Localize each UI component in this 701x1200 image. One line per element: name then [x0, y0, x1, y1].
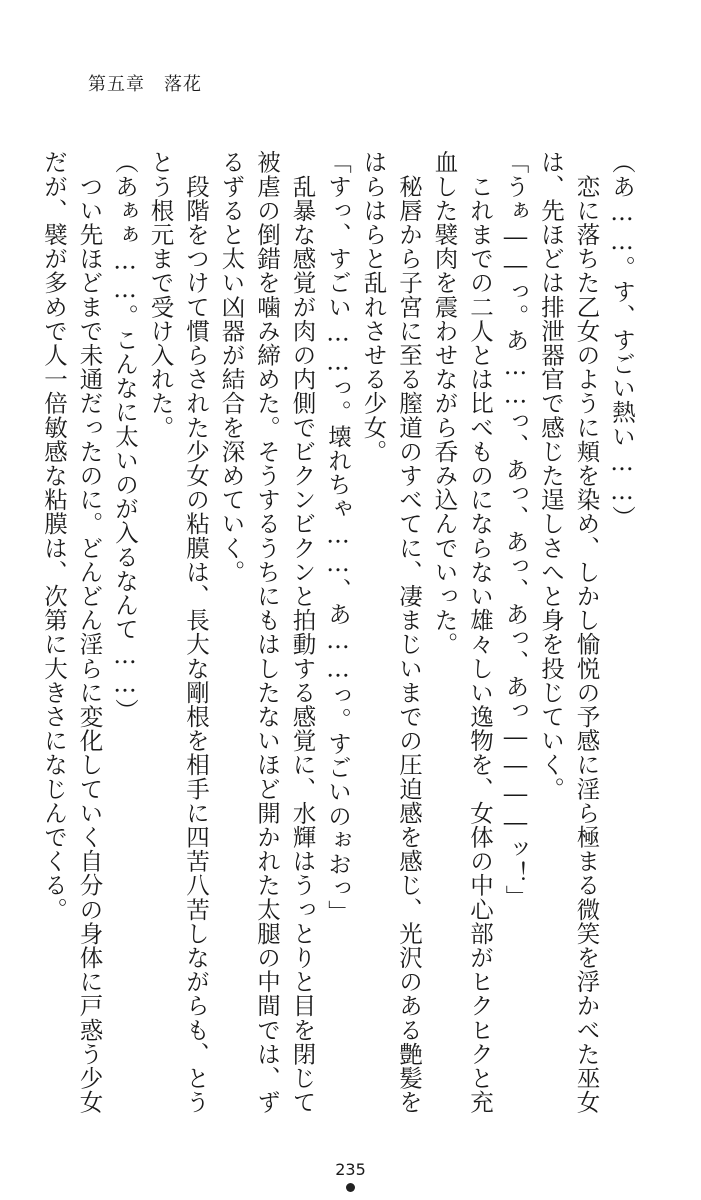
- text-line: 「うぁ――っ。あ……っ、あっ、あっ、あっ、あっ――――ッ！」: [501, 150, 530, 909]
- text-line: とう根元まで受け入れた。: [146, 150, 175, 440]
- page-ornament-dot: [346, 1183, 355, 1192]
- text-line: （あ……。す、すごい熱い……）: [608, 150, 636, 530]
- vertical-body-text: [36, 150, 640, 1114]
- text-line: るずると太い凶器が結合を深めていく。: [217, 150, 246, 584]
- text-line: はらはらと乱れさせる少女。: [359, 150, 388, 464]
- text-line: 血した襞肉を震わせながら呑み込んでいった。: [430, 150, 459, 657]
- text-line: （あぁぁ……。こんなに太いのが入るなんて……）: [111, 150, 139, 723]
- text-line: 秘唇から子宮に至る膣道のすべてに、凄まじいまでの圧迫感を感じ、光沢のある艶髪を: [395, 150, 423, 1114]
- text-line: 恋に落ちた乙女のように頬を染め、しかし愉悦の予感に淫ら極まる微笑を浮かべた巫女: [572, 150, 601, 1114]
- running-header: 第五章 落花: [88, 74, 202, 95]
- text-line: これまでの二人とは比べものにならない雄々しい逸物を、女体の中心部がヒクヒクと充: [466, 150, 494, 1114]
- text-line: 段階をつけて慣らされた少女の粘膜は、長大な剛根を相手に四苦八苦しながらも、とう: [182, 150, 210, 1114]
- text-line: 「すっ、すごい……っ。壊れちゃ……、あ……っ。すごいのぉおっ」: [324, 150, 352, 925]
- text-line: 乱暴な感覚が肉の内側でビクンビクンと拍動する感覚に、水輝はうっとりと目を閉じて: [288, 150, 317, 1114]
- text-line: つい先ほどまで未通だったのに。どんどん淫らに変化していく自分の身体に戸惑う少女: [75, 150, 104, 1114]
- text-line: だが、襞が多めで人一倍敏感な粘膜は、次第に大きさになじんでくる。: [40, 150, 68, 922]
- page-number: 235: [335, 1160, 366, 1179]
- text-line: 被虐の倒錯を噛み締めた。そうするうちにもはしたないほど開かれた太腿の中間では、ず: [253, 150, 281, 1114]
- text-line: は、先ほどは排泄器官で感じた逞しさへと身を投じていく。: [537, 150, 565, 801]
